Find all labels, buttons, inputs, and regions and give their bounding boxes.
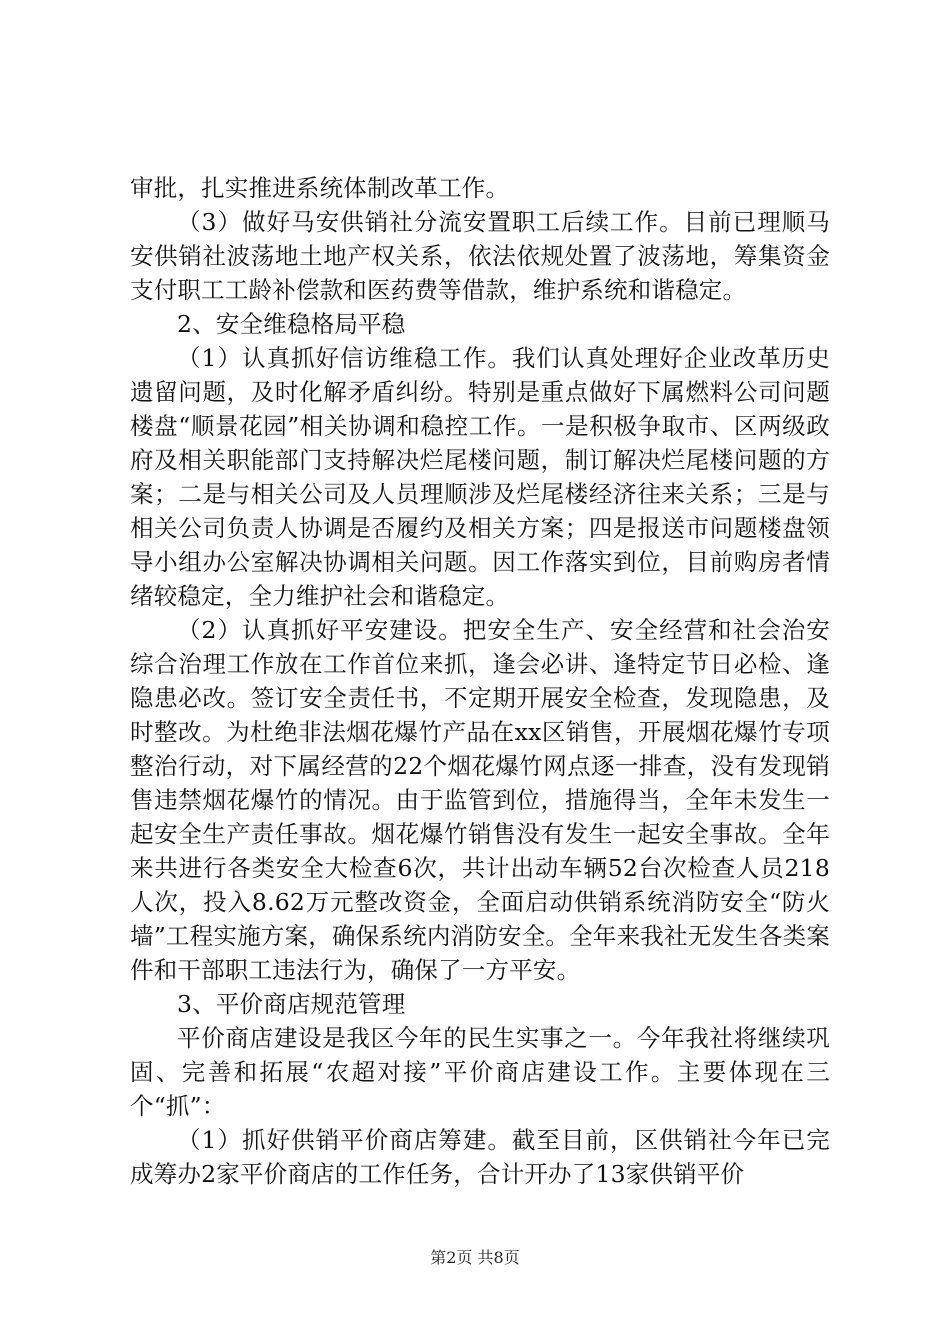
section-heading-3: 3、平价商店规范管理 bbox=[177, 990, 406, 1018]
page-footer: 第2页 共8页 bbox=[430, 1248, 520, 1267]
document-body bbox=[130, 171, 830, 1191]
paragraph-item-3: （3）做好马安供销社分流安置职工后续工作。目前已理顺马安供销社波荡地土地产权关系，依法依规处置了波荡地，筹集资金支付职工工龄补偿款和医药费等借款，维护系统和谐稳定。 bbox=[130, 208, 830, 304]
paragraph-store-construction: （1）抓好供销平价商店筹建。截至目前，区供销社今年已完成筹办2家平价商店的工作任务，合计开办了13家供销平价 bbox=[130, 1126, 830, 1188]
paragraph-continuation: 审批，扎实推进系统体制改革工作。 bbox=[130, 174, 510, 202]
paragraph-safety-construction: （2）认真抓好平安建设。把安全生产、安全经营和社会治安综合治理工作放在工作首位来抓，逢会必讲、逢特定节日必检、逢隐患必改。签订安全责任书，不定期开展安全检查，发现隐患，及时整改。为杜绝非法烟花爆竹产品在xx区销售，开展烟花爆竹专项整治行动，对下属经营的22个烟花爆竹网点逐一排查，没有发现销售违禁烟花爆竹的情况。由于监管到位，措施得当，全年未发生一起安全生产责任事故。烟花爆竹销售没有发生一起安全事故。全年来共进行各类安全大检查6次，共计出动车辆52台次检查人员218人次，投入8.62万元整改资金，全面启动供销系统消防安全“防火墙”工程实施方案，确保系统内消防安全。全年来我社无发生各类案件和干部职工违法行为，确保了一方平安。 bbox=[130, 616, 830, 984]
paragraph-petition-stability: （1）认真抓好信访维稳工作。我们认真处理好企业改革历史遗留问题，及时化解矛盾纠纷。特别是重点做好下属燃料公司问题楼盘“顺景花园”相关协调和稳控工作。一是积极争取市、区两级政府及相关职能部门支持解决烂尾楼问题，制订解决烂尾楼问题的方案；二是与相关公司及人员理顺涉及烂尾楼经济往来关系；三是与相关公司负责人协调是否履约及相关方案；四是报送市问题楼盘领导小组办公室解决协调相关问题。因工作落实到位，目前购房者情绪较稳定，全力维护社会和谐稳定。 bbox=[130, 344, 830, 610]
paragraph-fair-price-stores: 平价商店建设是我区今年的民生实事之一。今年我社将继续巩固、完善和拓展“农超对接”平价商店建设工作。主要体现在三个“抓”： bbox=[130, 1024, 830, 1120]
section-heading-2: 2、安全维稳格局平稳 bbox=[177, 310, 406, 338]
